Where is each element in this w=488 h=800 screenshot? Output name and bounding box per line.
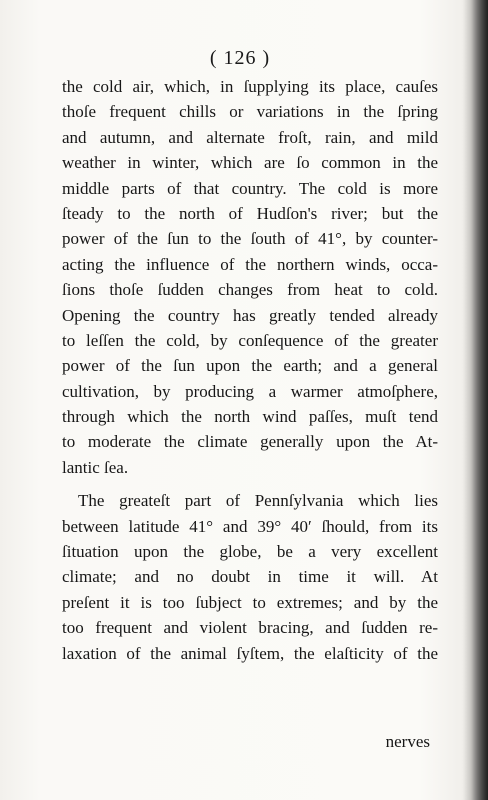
text-line: power of the ſun upon the earth; and a general xyxy=(62,356,438,376)
text-line: weather in winter, which are ſo common in the xyxy=(62,153,438,173)
text-line: ſteady to the north of Hudſon's river; but the xyxy=(62,203,438,223)
text-line: climate; and no doubt in time it will. At xyxy=(62,567,438,587)
text-line: through which the north wind paſſes, muſt tend xyxy=(62,407,438,427)
catchword: nerves xyxy=(385,732,430,751)
text-line: lantic ſea. xyxy=(62,457,129,477)
text-line: laxation of the animal ſyſtem, the elaſticity of the xyxy=(62,643,438,663)
text-line: acting the influence of the northern winds, occa- xyxy=(62,254,438,274)
text-line: cultivation, by producing a warmer atmoſphere, xyxy=(62,381,438,401)
text-line: too frequent and violent bracing, and ſudden re- xyxy=(62,618,438,638)
text-line: power of the ſun to the ſouth of 41°, by counter- xyxy=(62,229,438,249)
text-line: ſions thoſe ſudden changes from heat to cold. xyxy=(62,280,438,300)
text-line: ſituation upon the globe, be a very excellent xyxy=(62,542,438,562)
text-line: the cold air, which, in ſupplying its place, cauſes xyxy=(62,77,438,96)
text-line: between latitude 41° and 39° 40′ ſhould, from its xyxy=(62,516,438,536)
text-line: preſent it is too ſubject to extremes; and by the xyxy=(62,592,438,612)
body-text xyxy=(62,74,438,666)
spine-shadow xyxy=(464,0,488,800)
page-number-header: ( 126 ) xyxy=(209,47,271,69)
text-line: and autumn, and alternate froſt, rain, and mild xyxy=(62,127,438,147)
text-line: The greateſt part of Pennſylvania which lies xyxy=(78,491,438,511)
text-line: middle parts of that country. The cold is more xyxy=(62,178,438,198)
text-line: to moderate the climate generally upon the At- xyxy=(62,432,438,452)
text-line: to leſſen the cold, by conſequence of the greater xyxy=(62,330,438,350)
paragraph-gap xyxy=(62,480,438,488)
text-line: thoſe frequent chills or variations in the ſpring xyxy=(62,102,438,122)
text-line: Opening the country has greatly tended already xyxy=(62,305,438,325)
